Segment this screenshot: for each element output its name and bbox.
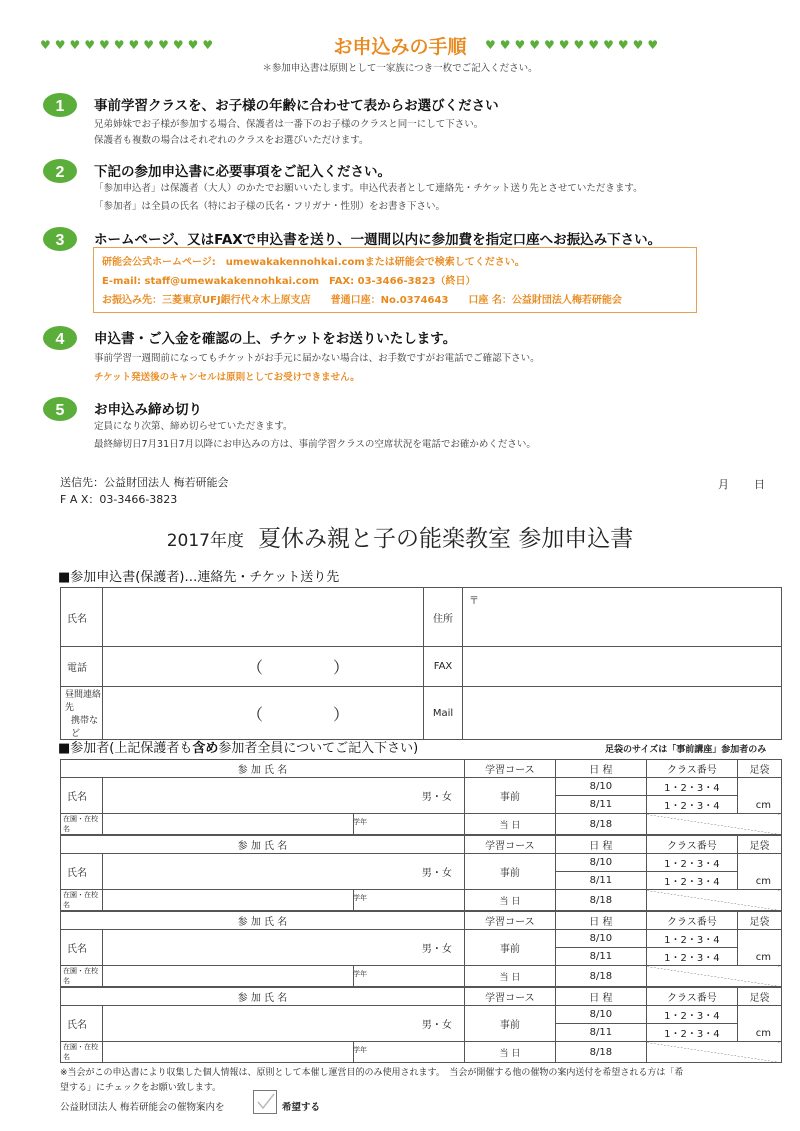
date-2: 8/11 [555, 872, 646, 890]
step-title: お申込み締め切り [94, 402, 202, 418]
paren-open: （ [247, 704, 264, 724]
form-title: 夏休み親と子の能楽教室 参加申込書 [257, 526, 634, 552]
heart-row-right: ♥♥♥♥♥♥♥♥♥♥♥♥ [485, 38, 663, 52]
event-info-optin-label: 公益財団法人 梅若研能会の催物案内を [60, 1102, 225, 1113]
step-title: 下記の参加申込書に必要事項をご記入ください。 [94, 164, 391, 180]
participant-name-field[interactable] [103, 930, 465, 966]
participant-table [60, 835, 782, 911]
info-box [93, 247, 697, 313]
name-label: 氏名 [61, 588, 103, 647]
cm-unit: cm [755, 800, 771, 811]
grade-field[interactable] [354, 890, 465, 911]
step-text: 「参加申込者」は保護者（大人）のかたでお願いいたします。申込代表者として連絡先・チケット送り先とさせていただきます。 [94, 183, 643, 194]
mail-field[interactable] [463, 687, 782, 740]
info-homepage: 研能会公式ホームページ: umewakakennohkai.comまたは研能会で検索してください。 [102, 257, 525, 268]
daytime-contact-field[interactable] [103, 687, 424, 740]
svg-text:2: 2 [55, 164, 65, 181]
cancel-notice: チケット発送後のキャンセルは原則としてお受けできません。 [94, 372, 360, 383]
disabled-cell [646, 966, 781, 987]
grade-field[interactable] [354, 814, 465, 835]
date-3: 8/18 [555, 890, 646, 911]
disabled-cell [646, 814, 781, 835]
participant-name-field[interactable] [103, 854, 465, 890]
participant-name-header: 参 加 氏 名 [61, 988, 465, 1006]
participant-name-label: 氏名 [61, 930, 103, 966]
privacy-note: ※当会がこの申込書により収集した個人情報は、原則として本催し運営目的のみ使用されます。 当会が開催する他の催物の案内送付を希望される方は「希 [60, 1068, 684, 1078]
course-value: 事前 [464, 854, 555, 890]
step-text: 兄弟姉妹でお子様が参加する場合、保護者は一番下のお子様のクラスと同一にして下さい。 [94, 119, 484, 130]
school-field[interactable] [103, 814, 367, 835]
checkmark-icon [254, 1091, 276, 1113]
step-title: ホームページ、又はFAXで申込書を送り、一週間以内に参加費を指定口座へお振込み下さい。 [94, 232, 662, 248]
mobile-label: 携帯など [71, 716, 99, 739]
step-title: 事前学習クラスを、お子様の年齢に合わせて表からお選びください [94, 98, 499, 114]
step-text: 保護者も複数の場合はそれぞれのクラスをお選びいただけます。 [94, 135, 369, 146]
date-header: 日 程 [555, 988, 646, 1006]
tabi-note: 足袋のサイズは「事前講座」参加者のみ [605, 745, 767, 755]
course-value: 事前 [464, 1006, 555, 1042]
tabi-size-field[interactable] [737, 854, 781, 890]
daytime-contact-label [61, 687, 103, 740]
tabi-size-field[interactable] [737, 778, 781, 814]
participant-table [60, 911, 782, 987]
section-applicant-heading: ■参加申込書(保護者)…連絡先・チケット送り先 [58, 570, 340, 585]
tabi-header: 足袋 [737, 836, 781, 854]
participant-name-header: 参 加 氏 名 [61, 760, 465, 778]
phone-field[interactable] [103, 647, 424, 687]
participant-name-header: 参 加 氏 名 [61, 836, 465, 854]
paren-close: ） [333, 658, 350, 677]
tabi-size-field[interactable] [737, 1006, 781, 1042]
gender-select[interactable]: 男・女 [421, 868, 452, 879]
event-info-optin-text: 希望する [282, 1102, 321, 1113]
page-subtitle: ＊参加申込書は原則として一家族につき一枚でご記入ください。 [262, 63, 538, 74]
step-1 [42, 92, 772, 146]
course-header: 学習コース [464, 836, 555, 854]
info-bank: お振込み先：三菱東京UFJ銀行代々木上原支店 普通口座：No.0374643 口座 名：公益財団法人梅若研能会 [102, 295, 622, 306]
participants-heading-a: ■参加者(上記保護者も [58, 741, 193, 756]
day-of-label: 当 日 [464, 1042, 555, 1063]
class-select-2[interactable]: 1・2・3・4 [646, 1024, 737, 1042]
school-label: 在園・在校名 [61, 1042, 103, 1063]
course-value: 事前 [464, 778, 555, 814]
month-label: 月 [718, 478, 729, 491]
info-email-fax: E-mail: staff@umewakakennohkai.com FAX: 03-3466-3823（終日） [102, 276, 476, 287]
school-label: 在園・在校名 [61, 814, 103, 835]
fax-label: FAX [424, 647, 463, 687]
participant-table [60, 987, 782, 1063]
date-1: 8/10 [555, 778, 646, 796]
gender-select[interactable]: 男・女 [421, 1020, 452, 1031]
event-info-checkbox[interactable] [253, 1090, 277, 1114]
day-of-label: 当 日 [464, 814, 555, 835]
cm-unit: cm [755, 876, 771, 887]
class-header: クラス番号 [646, 912, 737, 930]
paren-open: （ [247, 658, 264, 677]
mail-label: Mail [424, 687, 463, 740]
form-title-block [0, 520, 800, 553]
fax-field[interactable] [463, 647, 782, 687]
grade-label: 学年 [353, 818, 367, 826]
svg-text:1: 1 [55, 98, 65, 115]
step-text: 定員になり次第、締め切らせていただきます。 [94, 421, 293, 432]
applicant-name-field[interactable] [103, 588, 424, 647]
day-of-label: 当 日 [464, 890, 555, 911]
send-to: 送信先：公益財団法人 梅若研能会 [60, 476, 229, 489]
grade-label: 学年 [353, 1046, 367, 1054]
step-4 [42, 325, 772, 383]
participant-name-label: 氏名 [61, 854, 103, 890]
class-header: クラス番号 [646, 988, 737, 1006]
date-1: 8/10 [555, 930, 646, 948]
heart-row-left: ♥♥♥♥♥♥♥♥♥♥♥♥ [40, 38, 218, 52]
class-header: クラス番号 [646, 760, 737, 778]
step-text: 「参加者」は全員の氏名（特にお子様の氏名・フリガナ・性別）をお書き下さい。 [94, 201, 446, 212]
school-field[interactable] [103, 1042, 367, 1063]
tabi-header: 足袋 [737, 912, 781, 930]
tabi-header: 足袋 [737, 988, 781, 1006]
date-header: 日 程 [555, 760, 646, 778]
date-header: 日 程 [555, 912, 646, 930]
address-field[interactable] [463, 588, 782, 647]
date-header: 日 程 [555, 836, 646, 854]
phone-label: 電話 [61, 647, 103, 687]
fax-number: F A X：03-3466-3823 [60, 493, 178, 506]
cm-unit: cm [755, 1028, 771, 1039]
disabled-cell [646, 890, 781, 911]
step-number-badge [42, 158, 78, 184]
class-select-1[interactable]: 1・2・3・4 [646, 930, 737, 948]
step-5 [42, 396, 772, 450]
form-year: 2017年度 [166, 531, 244, 551]
date-3: 8/18 [555, 1042, 646, 1063]
daytime-label: 昼間連絡先 [65, 690, 102, 713]
tabi-header: 足袋 [737, 760, 781, 778]
step-title: 申込書・ご入金を確認の上、チケットをお送りいたします。 [94, 331, 457, 347]
course-header: 学習コース [464, 760, 555, 778]
disabled-cell [646, 1042, 781, 1063]
date-1: 8/10 [555, 1006, 646, 1024]
section-participants-heading [58, 737, 418, 756]
participant-name-label: 氏名 [61, 778, 103, 814]
step-2 [42, 158, 772, 212]
class-select-2[interactable]: 1・2・3・4 [646, 948, 737, 966]
participants-heading-emph: 含め [192, 741, 219, 756]
page-title: お申込みの手順 [333, 36, 467, 58]
class-select-2[interactable]: 1・2・3・4 [646, 796, 737, 814]
date-3: 8/18 [555, 966, 646, 987]
school-label: 在園・在校名 [61, 890, 103, 911]
class-select-1[interactable]: 1・2・3・4 [646, 854, 737, 872]
svg-text:4: 4 [55, 331, 65, 348]
participant-name-field[interactable] [103, 778, 465, 814]
grade-label: 学年 [353, 894, 367, 902]
date-3: 8/18 [555, 814, 646, 835]
class-select-2[interactable]: 1・2・3・4 [646, 872, 737, 890]
date-2: 8/11 [555, 1024, 646, 1042]
class-select-1[interactable]: 1・2・3・4 [646, 778, 737, 796]
participant-name-label: 氏名 [61, 1006, 103, 1042]
step-text: 最終締切日7月31日7月以降にお申込みの方は、事前学習クラスの空席状況を電話でお確かめください。 [94, 439, 536, 450]
participant-table [60, 759, 782, 835]
grade-label: 学年 [353, 970, 367, 978]
cm-unit: cm [755, 952, 771, 963]
class-header: クラス番号 [646, 836, 737, 854]
school-field[interactable] [103, 966, 367, 987]
date-2: 8/11 [555, 948, 646, 966]
gender-select[interactable]: 男・女 [421, 944, 452, 955]
course-header: 学習コース [464, 912, 555, 930]
applicant-table [60, 587, 782, 740]
participant-name-header: 参 加 氏 名 [61, 912, 465, 930]
participants-heading-c: 参加者全員についてご記入下さい) [218, 741, 419, 756]
participant-name-field[interactable] [103, 1006, 465, 1042]
grade-field[interactable] [354, 1042, 465, 1063]
postal-mark: 〒 [469, 596, 479, 607]
day-of-label: 当 日 [464, 966, 555, 987]
school-label: 在園・在校名 [61, 966, 103, 987]
privacy-note-2: 望する」にチェックをお願い致します。 [60, 1083, 222, 1093]
svg-text:5: 5 [55, 402, 65, 419]
date-2: 8/11 [555, 796, 646, 814]
step-number-badge [42, 226, 78, 252]
grade-field[interactable] [354, 966, 465, 987]
paren-close: ） [333, 704, 350, 724]
step-number-badge [42, 325, 78, 351]
step-text: 事前学習一週間前になってもチケットがお手元に届かない場合は、お手数ですがお電話でご確認下さい。 [94, 353, 540, 364]
tabi-size-field[interactable] [737, 930, 781, 966]
svg-text:3: 3 [55, 232, 65, 249]
gender-select[interactable]: 男・女 [421, 792, 452, 803]
step-number-badge [42, 396, 78, 422]
step-number-badge [42, 92, 78, 118]
school-field[interactable] [103, 890, 367, 911]
date-1: 8/10 [555, 854, 646, 872]
course-header: 学習コース [464, 988, 555, 1006]
day-label: 日 [754, 478, 765, 491]
course-value: 事前 [464, 930, 555, 966]
address-label: 住所 [424, 588, 463, 647]
class-select-1[interactable]: 1・2・3・4 [646, 1006, 737, 1024]
